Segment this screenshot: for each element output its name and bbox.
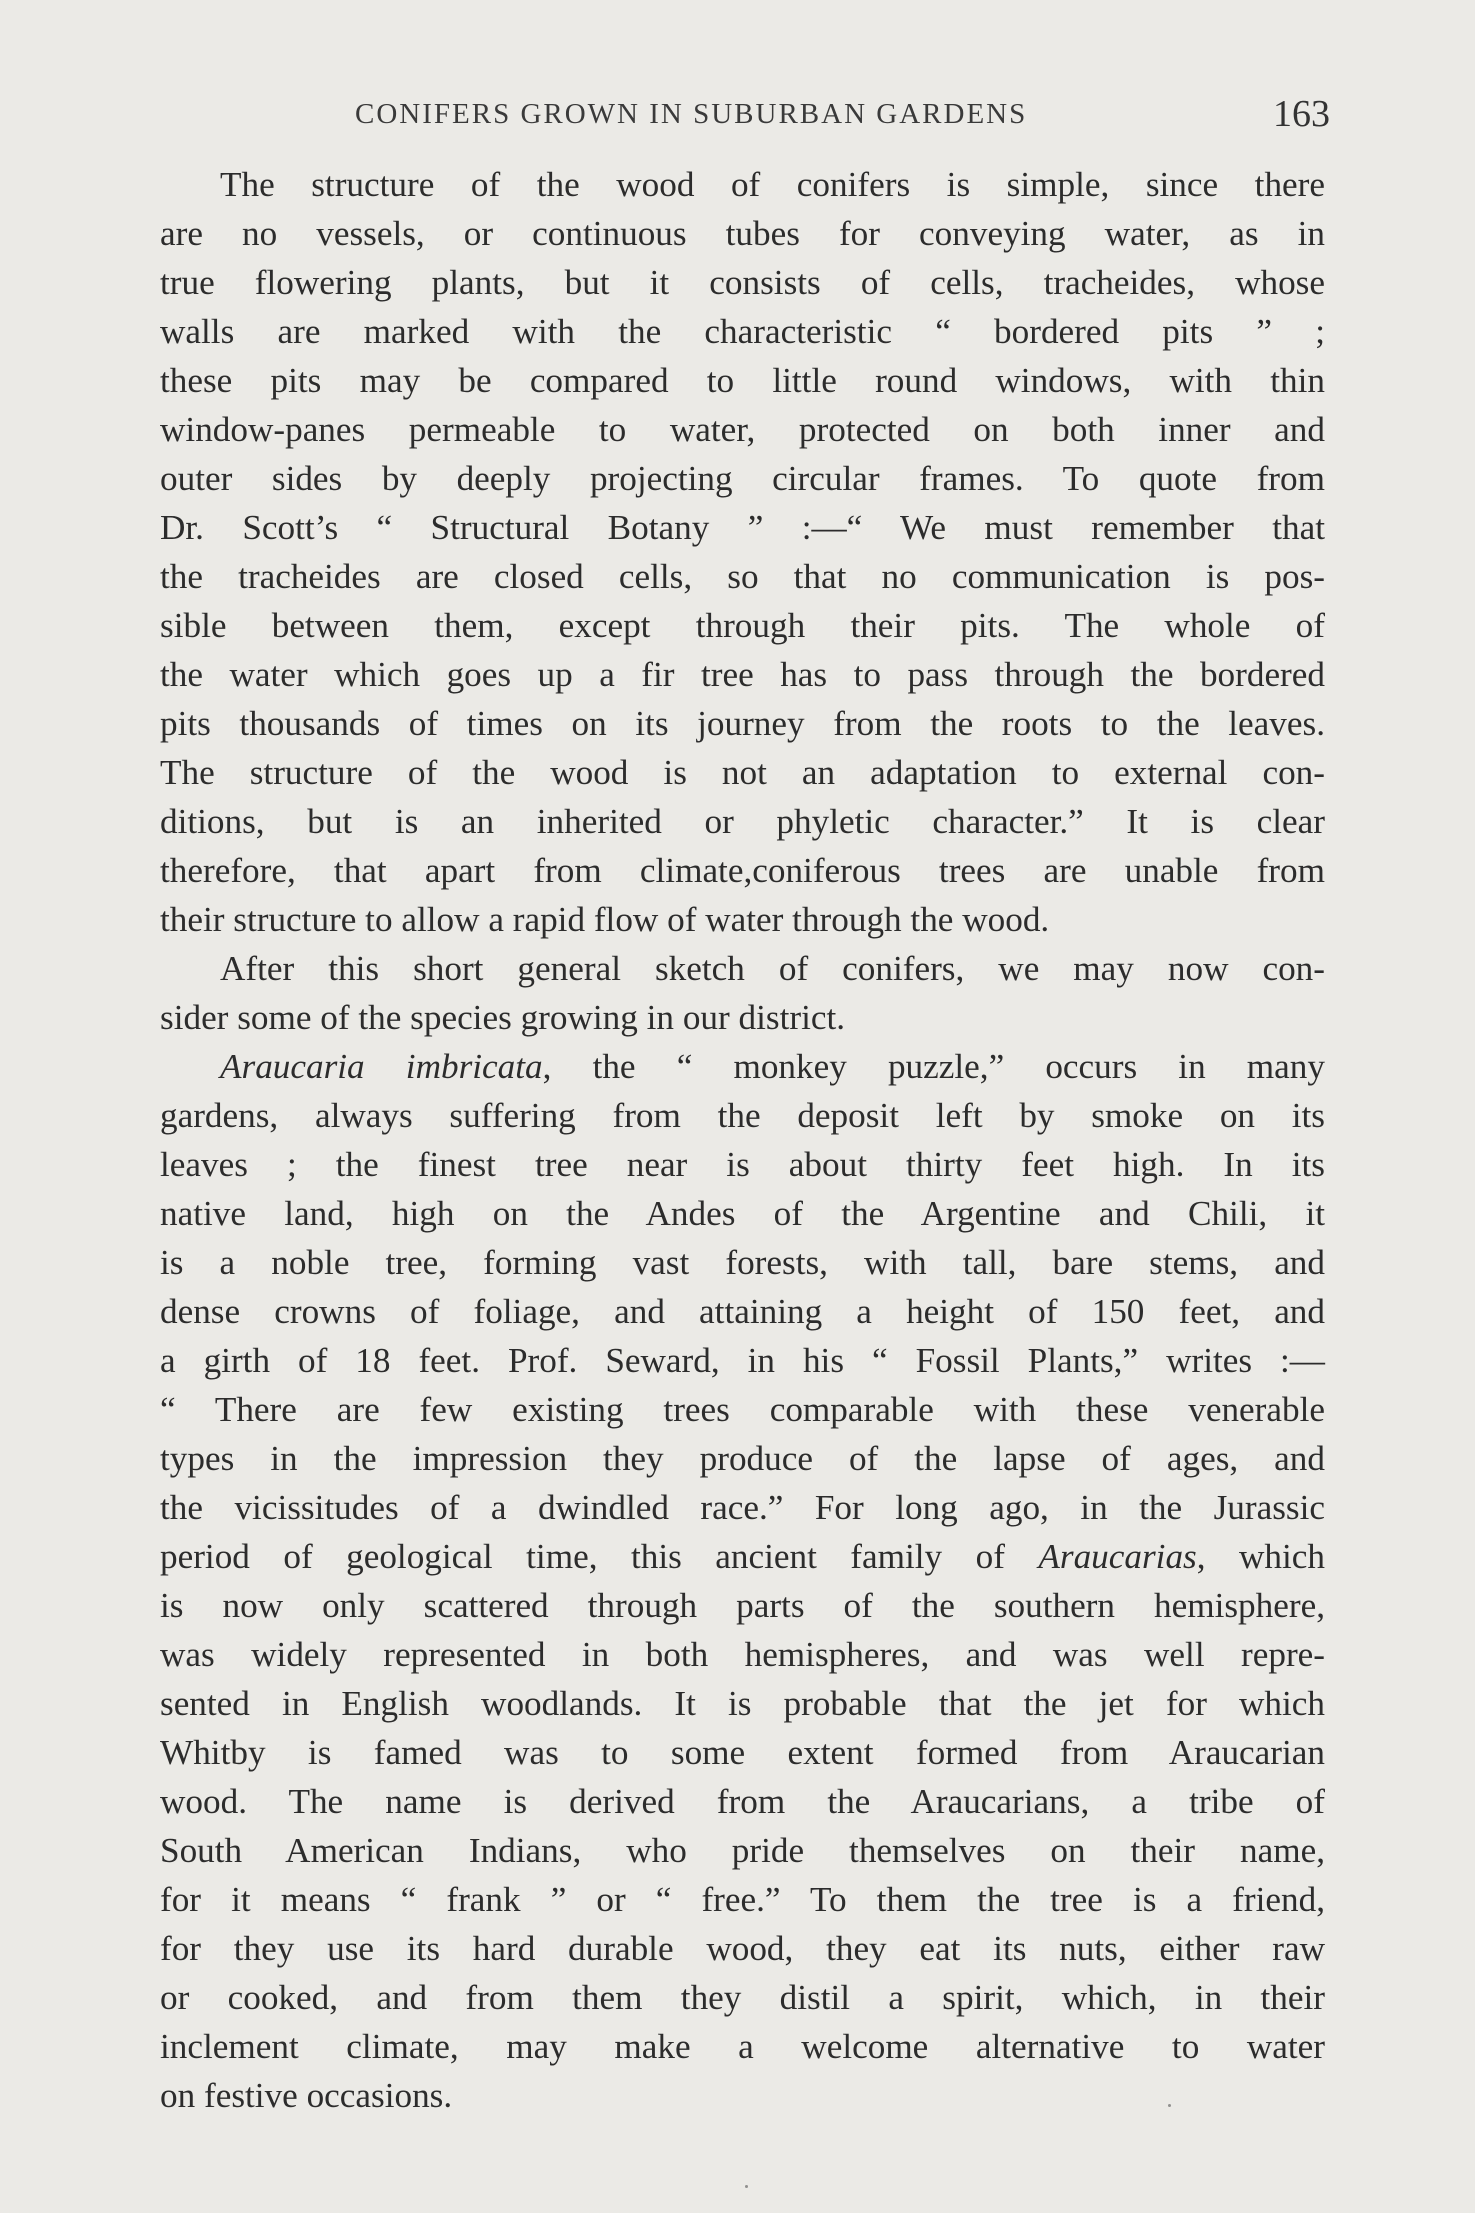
text-line: sider some of the species growing in our district.	[160, 998, 846, 1037]
text-line: is a noble tree, forming vast forests, with tall, bare stems, and	[160, 1243, 1325, 1282]
text-line	[160, 1532, 1325, 1581]
text-line: the vicissitudes of a dwindled race.” For long ago, in the Jurassic	[160, 1488, 1325, 1527]
text-line: are no vessels, or continuous tubes for conveying water, as in	[160, 214, 1325, 253]
text-run: period of geological time, this ancient family of	[160, 1537, 1039, 1576]
text-line: outer sides by deeply projecting circular frames. To quote from	[160, 459, 1325, 498]
text-line: inclement climate, may make a welcome alternative to water	[160, 2027, 1325, 2066]
text-line: Dr. Scott’s “ Structural Botany ” :—“ We must remember that	[160, 508, 1325, 547]
text-line: The structure of the wood is not an adaptation to external con-	[160, 753, 1325, 792]
text-line: these pits may be compared to little round windows, with thin	[160, 361, 1325, 400]
text-line: sented in English woodlands. It is probable that the jet for which	[160, 1684, 1325, 1723]
running-head: CONIFERS GROWN IN SUBURBAN GARDENS	[355, 98, 1028, 130]
text-line: “ There are few existing trees comparable with these venerable	[160, 1390, 1325, 1429]
text-line: pits thousands of times on its journey from the roots to the leaves.	[160, 704, 1325, 743]
text-line: leaves ; the finest tree near is about thirty feet high. In its	[160, 1145, 1325, 1184]
text-line: Whitby is famed was to some extent formed from Araucarian	[160, 1733, 1325, 1772]
text-line: a girth of 18 feet. Prof. Seward, in his “ Fossil Plants,” writes :—	[160, 1341, 1325, 1380]
text-line: ditions, but is an inherited or phyletic character.” It is clear	[160, 802, 1325, 841]
text-line: was widely represented in both hemispheres, and was well repre-	[160, 1635, 1325, 1674]
text-run: , which	[1196, 1537, 1325, 1576]
genus-name: Araucarias	[1038, 1537, 1197, 1576]
text-line: the tracheides are closed cells, so that no communication is pos-	[160, 557, 1325, 596]
text-line: walls are marked with the characteristic “ bordered pits ” ;	[160, 312, 1325, 351]
page-number: 163	[1273, 93, 1330, 135]
text-line: window-panes permeable to water, protected on both inner and	[160, 410, 1325, 449]
paper-speck	[745, 2185, 748, 2188]
text-line: is now only scattered through parts of the southern hemisphere,	[160, 1586, 1325, 1625]
text-line: types in the impression they produce of the lapse of ages, and	[160, 1439, 1325, 1478]
text-line: their structure to allow a rapid flow of water through the wood.	[160, 900, 1050, 939]
text-line: South American Indians, who pride themselves on their name,	[160, 1831, 1325, 1870]
text-line: gardens, always suffering from the deposit left by smoke on its	[160, 1096, 1325, 1135]
text-line: true flowering plants, but it consists of cells, tracheides, whose	[160, 263, 1325, 302]
text-line	[160, 1042, 1325, 1091]
text-line: the water which goes up a fir tree has to pass through the bordered	[160, 655, 1325, 694]
text-line: The structure of the wood of conifers is simple, since there	[220, 165, 1325, 204]
page-header	[150, 92, 1330, 142]
text-line: After this short general sketch of conifers, we may now con-	[220, 949, 1325, 988]
text-line: sible between them, except through their pits. The whole of	[160, 606, 1325, 645]
species-name: Araucaria imbricata	[220, 1047, 543, 1086]
text-run: , the “ monkey puzzle,” occurs in many	[542, 1047, 1325, 1086]
text-line: for they use its hard durable wood, they eat its nuts, either raw	[160, 1929, 1325, 1968]
text-line: dense crowns of foliage, and attaining a height of 150 feet, and	[160, 1292, 1325, 1331]
text-line: therefore, that apart from climate,coniferous trees are unable from	[160, 851, 1325, 890]
text-line: on festive occasions.	[160, 2076, 453, 2115]
body-text	[160, 160, 1325, 2120]
text-line: or cooked, and from them they distil a spirit, which, in their	[160, 1978, 1325, 2017]
text-line: for it means “ frank ” or “ free.” To them the tree is a friend,	[160, 1880, 1325, 1919]
text-line: native land, high on the Andes of the Argentine and Chili, it	[160, 1194, 1325, 1233]
text-line: wood. The name is derived from the Araucarians, a tribe of	[160, 1782, 1325, 1821]
paper-speck	[1168, 2104, 1171, 2107]
